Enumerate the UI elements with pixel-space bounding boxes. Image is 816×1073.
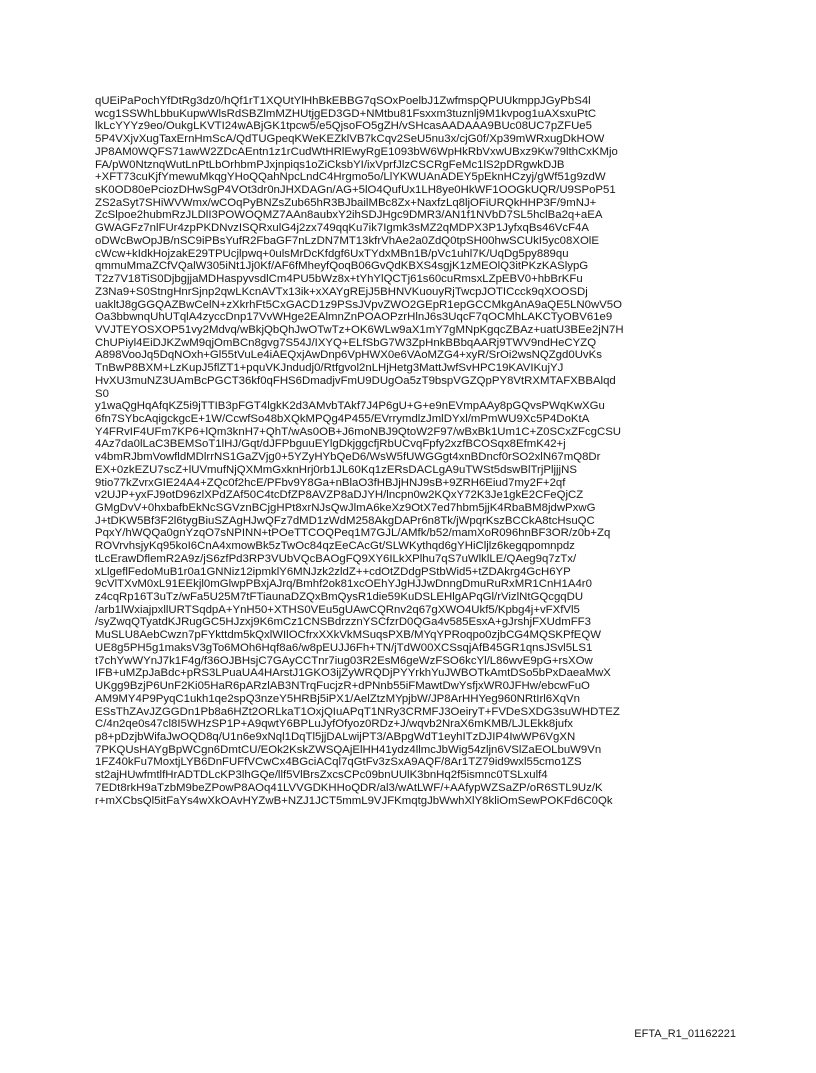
text-line: J+tDKW5Bf3F2l6tygBiuSZAgHJwQFz7dMD1zWdM258AkgDAPr6n8Tk/jWpqrKszBCCkA8tcHsuQC xyxy=(95,514,595,527)
text-line: 7PKQUsHAYgBpWCgn6DmtCU/EOk2KskZWSQAjElHH41ydz4llmcJbWig54zljn6VSlZaEOLbuW9Vn xyxy=(95,743,602,756)
text-line: ROVrvhsjyKq95koI6CnA4xmowBk5zTwOc84qzEeCAcGt/SLWKythqd6gYHiCljlz6kegqpomnpdz xyxy=(95,540,575,553)
text-line: EX+0zkEZU7scZ+lUVmufNjQXMmGxknHrj0rb1JL60Kq1zERsDACLgA9uTWSt5dswBlTrjPljjjNS xyxy=(95,463,577,476)
text-line: oDWcBwOpJB/nSC9iPBsYufR2FbaGF7nLzDN7MT13kfrVhAe2a0ZdQ0tpSH00hwSCUkI5yc08XOlE xyxy=(95,234,599,247)
text-line: JP8AM0WQFS71awW2ZDcAEntn1z1rCudWtHRlEwyRgE1093bW6WpHkRbVxwUBxz9Kw79lthCxKMjo xyxy=(95,145,618,158)
text-line: Oa3bbwnqUhUTqlA4zyccDnp17VvWHge2EAlmnZnPOAOPzrHlnJ6s3UqcF7qOCMhLAKCTyOBV61e9 xyxy=(95,311,613,324)
text-line: VVJTEYOSXOP51vy2Mdvq/wBkjQbQhJwOTwTz+OK6WLw9aX1mY7gMNpKgqcZBAz+uatU3BEe2jN7H xyxy=(95,323,624,336)
text-line: v4bmRJbmVowfldMDlrrNS1GaZVjg0+5YZyHYbQeD6/WsW5fUWGGgt4xnBDncf0rSO2xlN67mQ8Dr xyxy=(95,451,601,464)
text-line: ESsThZAvJZGGDn1Pb8a6HZt2ORLkaT1OxjQIuAPqT1NRy3CRMFJ3OeiryT+FVDeSXDG3suWHDTEZ xyxy=(95,705,620,718)
text-line: /syZwqQTyatdKJRugGC5HJzxj9K6mCz1CNSBdrzznYSCfzrD0QGa4v585EsxA+gJrshjFXUdmFF3 xyxy=(95,616,591,629)
text-line: MuSLU8AebCwzn7pFYkttdm5kQxlWIlOCfrxXXkVkMSuqsPXB/MYqYPRoqpo0zjbCG4MQSKPfEQW xyxy=(95,629,601,642)
document-id-label: EFTA_R1_01162221 xyxy=(634,1028,736,1040)
text-line: ChUPiyl4EiDJKZwM9qjOmBCn8gvg7S54J/IXYQ+ELfSbG7W3ZpHnkBBbqAARj9TWV9ndHeCYZQ xyxy=(95,336,597,349)
text-line: 5P4VXjvXugTaxErnHmScA/QdTUGpeqKWeKEZklVB7kCqv2SeU5nu3x/cjG0f/Xp39mWRxugDkHOW xyxy=(95,133,605,146)
text-line: /arb1lWxiajpxllURTSqdpA+YnH50+XTHS0VEu5gUAwCQRnv2q67gXWO4Ukf5/Kpbg4j+vFXfVl5 xyxy=(95,603,580,616)
text-line: PqxY/hWQQa0gnYzqO7sNPINN+tPOeTTCOQPeq1M7GJL/AMfk/b52/mamXoR096hnBF3OR/z0b+Zq xyxy=(95,527,611,540)
text-line: lkLcYYYz9eo/OukgLKVTI24wABjGK1tpcw5/e5QjsoFO5gZH/vSHcasAADAAA9BUc08UC7pZFUe5 xyxy=(95,120,592,133)
text-line: t7chYwWYnJ7k1F4g/f36OJBHsjC7GAyCCTnr7iug03R2EsM6geWzFSO6kcYl/L86wvE9pG+rsXOw xyxy=(95,654,593,667)
text-line: y1waQgHqAfqKZ5i9jTTIB3pFGT4lgkK2d3AMvbTAkf7J4P6gU+G+e9nEVmpAAy8pGQvsPWqKwXGu xyxy=(95,400,605,413)
text-line: ZS2aSyt7SHiWVWmx/wCOqPyBNZsZub65hR3BJbailMBc8Zx+NaxfzLq8ljOFiURQkHHP3F/9mNJ+ xyxy=(95,196,597,209)
text-line: +XFT73cuKjfYmewuMkqgYHoQQahNpcLndC4Hrgmo5o/LlYKWUAnADEY5pEknHCzyj/gWf51g9zdW xyxy=(95,171,606,184)
text-line: 4Az7da0lLaC3BEMSoT1lHJ/Gqt/dJFPbguuEYlgDkjggcfjRbUCvqFpfy2xzfBCOSqx8EfmK42+j xyxy=(95,438,566,451)
text-line: r+mXCbsQl5itFaYs4wXkOAvHYZwB+NZJ1JCT5mmL9VJFKmqtgJbWwhXlY8kliOmSewPOKFd6C0Qk xyxy=(95,794,613,807)
text-line: qmmuMmaZCfVQalW305iNt1Jj0Kf/AF6fMheyfQoqB06GvQdKBXS4sgjK1zMEOlQ3itPKzKASlypG xyxy=(95,260,589,273)
encoded-text-block xyxy=(95,95,695,807)
text-line: qUEiPaPochYfDtRg3dz0/hQf1rT1XQUtYlHhBkEBBG7qSOxPoelbJ1ZwfmspQPUUkmppJGyPbS4l xyxy=(95,95,591,107)
text-line: v2UJP+yxFJ9otD96zlXPdZAf50C4tcDfZP8AVZP8aDJYH/lncpn0w2KQxY72K3Je1gkE2CFeQjCZ xyxy=(95,489,584,502)
text-line: 7EDt8rkH9aTzbM9beZPowP8AOq41LVVGDKHHoQDR/al3/wAtLWF/+AAfypWZSaZP/oR6STL9Uz/K xyxy=(95,781,603,794)
text-line: uakltJ8gGGQAZBwCelN+zXkrhFt5CxGACD1z9PSsJVpvZWO2GEpR1epGCCMkgAnA9aQE5LN0wV5O xyxy=(95,298,623,311)
text-line: 1FZ40kFu7MoxtjLYB6DnFUFfVCwCx4BGciACql7qGtFv3zSxA9AQF/8Ar1TZ79id9wxl55cmo1ZS xyxy=(95,756,582,769)
text-line: UKgg9BzjP6UnF2Ki05HaR6pARzlAB3NTrqFucjzR+dPNnb55iFMawtDwYsfjxWR0JFHw/ebcwFuO xyxy=(95,680,590,693)
text-line: IFB+uMZpJaBdc+pRS3LPuaUA4HArstJ1GKO3ijZyWRQDjPYYrkhYuJWBOTkAmtDSo5bPxDaeaMwX xyxy=(95,667,611,680)
text-line: AM9MY4P9PyqC1ukh1qe2spQ3nzeY5HRBj5iPX1/AelZtzMYpjbW/JP8ArHHYeg960NRtIrl6XqVn xyxy=(95,692,580,705)
text-line: GWAGFz7nlFUr4zpPKDNvzISQRxulG4j2zx749qqKu7ik7Igmk3sMZ2qMDPX3P1JyfxqBs46VcF4A xyxy=(95,222,589,235)
text-line: FA/pW0NtznqWutLnPtLbOrhbmPJxjnpiqs1oZiCksbYI/ixVprfJlzCSCRgFeMc1lS2pDRgwkDJB xyxy=(95,158,565,171)
text-line: T2z7V18TiS0DjbgjjaMDHaspyvsdlCm4PU5bWz8x+tYhYlQCTj61s60cuRmsxLZpEBV0+hbBrKFu xyxy=(95,273,583,286)
text-line: Z3Na9+S0StngHnrSjnp2qwLKcnAVTx13ik+xXAYgREjJ5BHNVKuouyRjTwcpJOTICcck9qXOOSDj xyxy=(95,285,588,298)
text-line: sK0OD80ePciozDHwSgP4VOt3dr0nJHXDAGn/AG+5lO4QufUx1LH8ye0HkWF1OOGkUQR/U9SPoP51 xyxy=(95,184,616,197)
text-line: 6fn7SYbcAqigckgcE+1W/CcwfSo48bXQkMPQg4P455/EVrrymdlzJmlDYxl/mPmWU9Xc5P4DoKtA xyxy=(95,412,590,425)
text-line: ZcSlpoe2hubmRzJLDlI3POWOQMZ7AAn8aubxY2ihSDJHgc9DMR3/AN1f1NVbD7SL5hclBa2q+aEA xyxy=(95,209,603,222)
text-line: 9cVlTXvM0xL91EEkjl0mGlwpPBxjAJrq/Bmhf2ok81xcOEhYJgHJJwDnngDmuRuRxMR1CnH1A4r0 xyxy=(95,578,592,591)
text-line: A898VooJq5DqNOxh+Gl55tVuLe4iAEQxjAwDnp6VpHWX0e6VAoMZG4+xyR/SrOi2wsNQZgd0UvKs xyxy=(95,349,602,362)
text-line: GMgDvV+0hxbafbEkNcSGVznBCjgHPt8xrNJsQwJlmA6keXz9OtX7ed7hbm5jjK4RbaBM8jdwPxwG xyxy=(95,502,596,514)
text-line: HvXU3muNZ3UAmBcPGCT36kf0qFHS6DmadjvFmU9DUgOa5zT9bspVGZQpPY8VtRXMTAFXBBAlqd xyxy=(95,374,616,387)
text-line: st2ajHUwfmtlfHrADTDLcKP3lhGQe/llf5VlBrsZxcsCPc09bnUUlK3bnHq2f5ismnc0TSLxulf4 xyxy=(95,769,548,782)
text-line: 9tio77kZvrxGIE24A4+ZQc0f2hcE/PFbv9Y8Ga+nBlaO3fHBJjHNJ9sB+9ZRH6Eiud7my2F+2qf xyxy=(95,476,566,489)
text-line: tLcErawDflemR2A9z/jS6zfPd3RP3VUbVQcBAOgFQ9XY6ILkXPlhu7qS7uWlklLE/QAeg9q7zTx/ xyxy=(95,552,577,565)
text-line: S0 xyxy=(95,387,109,400)
text-line: TnBwP8BXM+LzKupJ5flZT1+pquVKJndudj0/Rtfgvol2nLHjHetg3MattJwfSvHPC19KAVIKujYJ xyxy=(95,362,564,375)
text-line: z4cqRp16T3uTz/wFa5U25M7tFTiaunaDZQxBmQysR1die59KuDSLEHlgAPqGl/rVizlNtGQcgqDU xyxy=(95,591,584,604)
text-line: cWcw+kIdkHojzakE29TPUcjlpwq+0ulsMrDcKfdgf6UxTYdxMBn1B/pVc1uhl7K/UqDg5py889qu xyxy=(95,247,569,260)
text-line: C/4n2qe0s47cl8I5WHzSP1P+A9qwtY6BPLuJyfOfyoz0RDz+J/wqvb2NraX6mKMB/LJLEkk8jufx xyxy=(95,718,573,731)
text-line: Y4FRvIF4UFm7KP6+lQm3knH7+QhT/wAs0OB+J6moNBJ9QtoW2F97/wBxBk1Um1C+Z0SCxZFcgCSU xyxy=(95,425,622,438)
text-line: xLlgeflFedoMuB1r0a1GNNiz12ipmklY6MNJzk2zldZ++cdOtZDdgPStbWid5+tZDAkrg4GcH6YP xyxy=(95,565,571,578)
text-line: wcg1SSWhLbbuKupwWlsRdSBZlmMZHUtjgED3GD+NMtbu81Fsxxm3tuznlj9M1kvpog1uAXsxuPtC xyxy=(95,107,597,120)
text-line: UE8g5PH5g1maksV3gTo6MOh6Hqf8a6/w8pEUJJ6Fh+TN/jTdW00XCSsqjAfB45GR1qnsJSvl5LS1 xyxy=(95,641,593,654)
text-line: p8+pDzjbWifaJwOQD8q/U1n6e9xNql1DqTl5jjDALwijPT3/ABpgWdT1eyhITzDJIP4IwWP6VgXN xyxy=(95,730,576,743)
